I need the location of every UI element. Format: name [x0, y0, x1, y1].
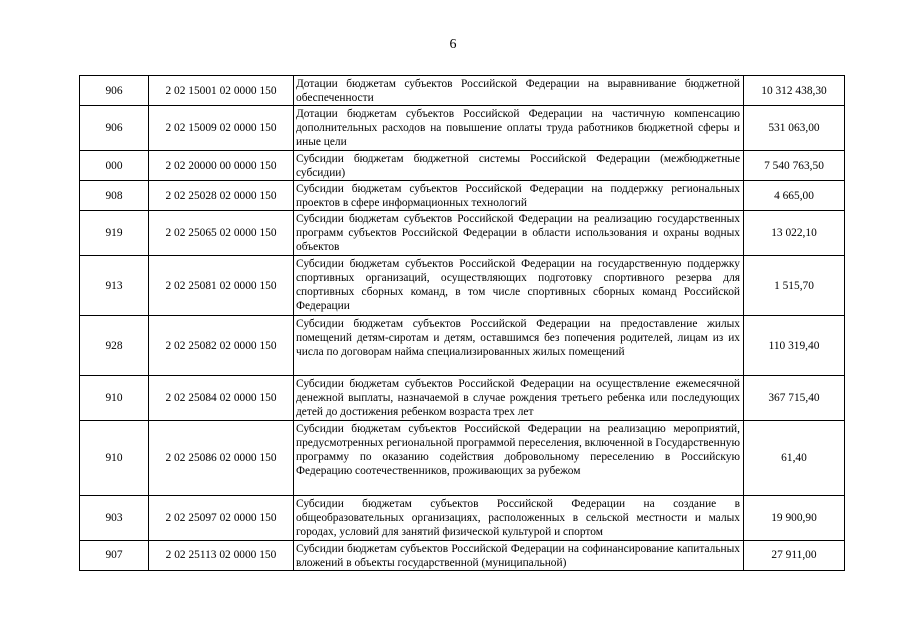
admin-code-cell: 906 — [80, 106, 149, 151]
admin-code-cell: 000 — [80, 151, 149, 181]
budget-code-cell: 2 02 25028 02 0000 150 — [149, 181, 294, 211]
admin-code-cell: 903 — [80, 496, 149, 541]
amount-cell: 27 911,00 — [744, 541, 845, 571]
amount-cell: 110 319,40 — [744, 316, 845, 376]
amount-cell: 7 540 763,50 — [744, 151, 845, 181]
budget-code-cell: 2 02 25097 02 0000 150 — [149, 496, 294, 541]
revenue-name-cell: Субсидии бюджетам бюджетной системы Российской Федерации (межбюджетные субсидии) — [294, 151, 744, 181]
table-row — [80, 421, 845, 496]
revenue-name-cell: Дотации бюджетам субъектов Российской Федерации на частичную компенсацию дополнительных расходов на повышение оплаты труда работников бюджетной сферы и иные цели — [294, 106, 744, 151]
budget-code-cell: 2 02 25082 02 0000 150 — [149, 316, 294, 376]
budget-code-cell: 2 02 15001 02 0000 150 — [149, 76, 294, 106]
admin-code-cell: 910 — [80, 421, 149, 496]
budget-code-cell: 2 02 25065 02 0000 150 — [149, 211, 294, 256]
revenue-name-cell: Субсидии бюджетам субъектов Российской Федерации на реализацию государственных программ субъектов Российской Федерации в области использования и охраны водных объектов — [294, 211, 744, 256]
table-body — [80, 76, 845, 571]
revenue-name-cell: Дотации бюджетам субъектов Российской Федерации на выравнивание бюджетной обеспеченности — [294, 76, 744, 106]
admin-code-cell: 919 — [80, 211, 149, 256]
budget-code-cell: 2 02 15009 02 0000 150 — [149, 106, 294, 151]
table-row — [80, 496, 845, 541]
budget-code-cell: 2 02 25084 02 0000 150 — [149, 376, 294, 421]
revenue-name-cell: Субсидии бюджетам субъектов Российской Федерации на реализацию мероприятий, предусмотренных региональной программой переселения, включенной в Государственную программу по оказанию содействия добровольному переселению в Российскую Федерацию соотечественников, проживающих за рубежом — [294, 421, 744, 496]
amount-cell: 1 515,70 — [744, 256, 845, 316]
table-row — [80, 256, 845, 316]
amount-cell: 19 900,90 — [744, 496, 845, 541]
admin-code-cell: 908 — [80, 181, 149, 211]
revenue-name-cell: Субсидии бюджетам субъектов Российской Федерации на предоставление жилых помещений детям-сиротам и детям, оставшимся без попечения родителей, лицам из их числа по договорам найма специализированных жилых помещений — [294, 316, 744, 376]
revenue-name-cell: Субсидии бюджетам субъектов Российской Федерации на софинансирование капитальных вложений в объекты государственной (муниципальной) — [294, 541, 744, 571]
page-number: 6 — [449, 37, 457, 52]
admin-code-cell: 906 — [80, 76, 149, 106]
revenue-name-cell: Субсидии бюджетам субъектов Российской Федерации на государственную поддержку спортивных организаций, осуществляющих подготовку спортивного резерва для спортивных сборных команд, в том числе спортивных сборных команд Российской Федерации — [294, 256, 744, 316]
table-row — [80, 106, 845, 151]
revenue-name-cell: Субсидии бюджетам субъектов Российской Федерации на поддержку региональных проектов в сфере информационных технологий — [294, 181, 744, 211]
table-row — [80, 181, 845, 211]
revenue-name-cell: Субсидии бюджетам субъектов Российской Федерации на создание в общеобразовательных организациях, расположенных в сельской местности и малых городах, условий для занятий физической культурой и спортом — [294, 496, 744, 541]
budget-code-cell: 2 02 25081 02 0000 150 — [149, 256, 294, 316]
admin-code-cell: 910 — [80, 376, 149, 421]
table-row — [80, 151, 845, 181]
table-row — [80, 76, 845, 106]
budget-code-cell: 2 02 25113 02 0000 150 — [149, 541, 294, 571]
budget-code-cell: 2 02 25086 02 0000 150 — [149, 421, 294, 496]
table-row — [80, 211, 845, 256]
amount-cell: 61,40 — [744, 421, 845, 496]
admin-code-cell: 913 — [80, 256, 149, 316]
revenue-name-cell: Субсидии бюджетам субъектов Российской Федерации на осуществление ежемесячной денежной выплаты, назначаемой в случае рождения третьего ребенка или последующих детей до достижения ребенком возраста трех лет — [294, 376, 744, 421]
budget-revenue-table — [79, 75, 845, 571]
table-row — [80, 316, 845, 376]
amount-cell: 4 665,00 — [744, 181, 845, 211]
table-row — [80, 541, 845, 571]
admin-code-cell: 928 — [80, 316, 149, 376]
amount-cell: 13 022,10 — [744, 211, 845, 256]
table-row — [80, 376, 845, 421]
amount-cell: 531 063,00 — [744, 106, 845, 151]
admin-code-cell: 907 — [80, 541, 149, 571]
amount-cell: 10 312 438,30 — [744, 76, 845, 106]
budget-code-cell: 2 02 20000 00 0000 150 — [149, 151, 294, 181]
amount-cell: 367 715,40 — [744, 376, 845, 421]
